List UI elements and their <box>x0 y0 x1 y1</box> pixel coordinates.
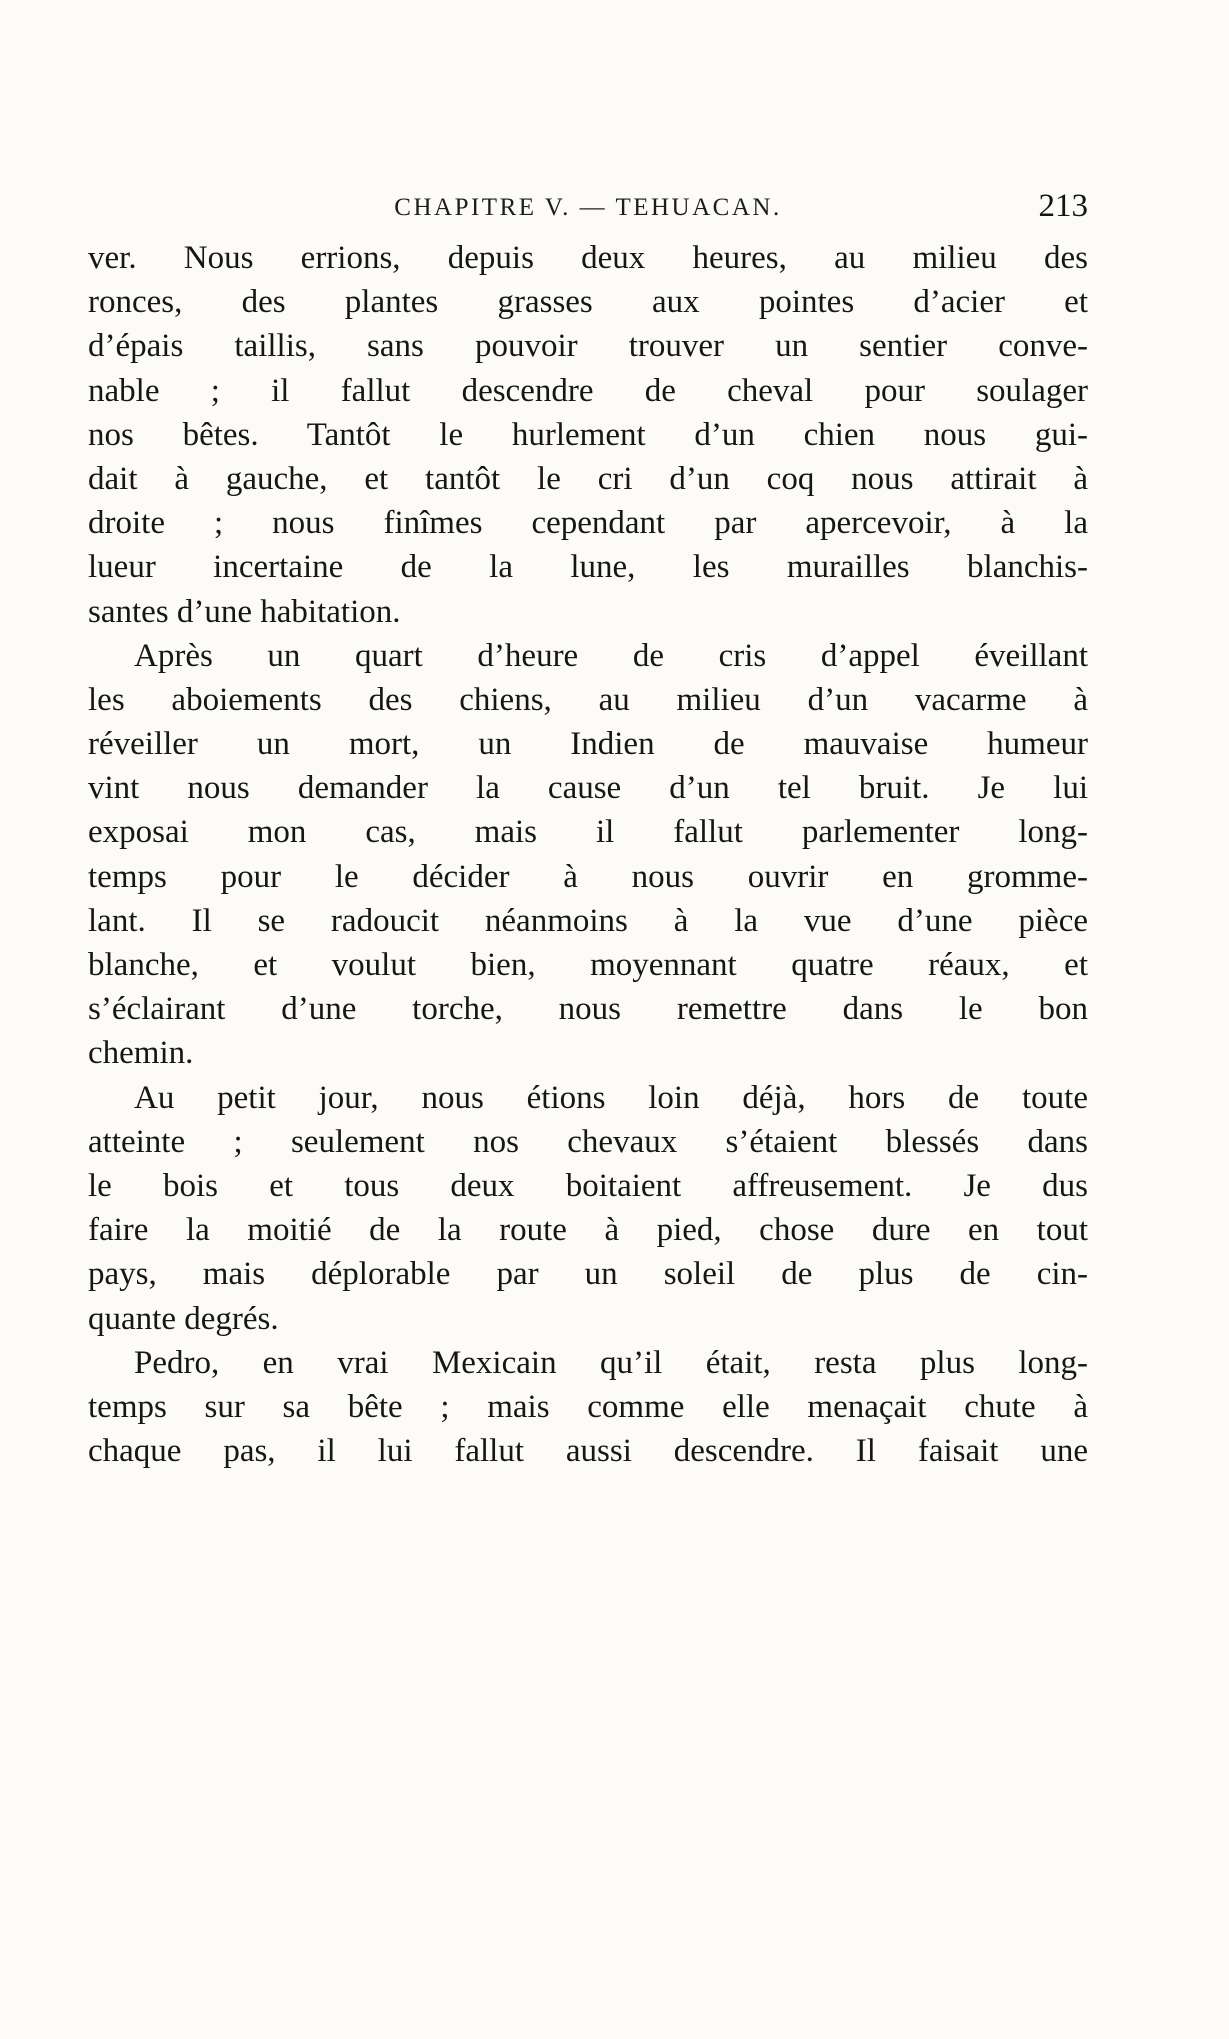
text-line: réveiller un mort, un Indien de mauvaise humeur <box>88 726 1088 763</box>
text-line: s’éclairant d’une torche, nous remettre dans le bon <box>88 991 1088 1028</box>
chapter-running-title: CHAPITRE V. — TEHUACAN. <box>394 194 782 221</box>
text-line: vint nous demander la cause d’un tel bruit. Je lui <box>88 770 1088 807</box>
text-line: Après un quart d’heure de cris d’appel éveillant <box>134 637 1088 674</box>
text-line: faire la moitié de la route à pied, chose dure en tout <box>88 1212 1088 1249</box>
page-number: 213 <box>1038 188 1088 224</box>
text-line: blanche, et voulut bien, moyennant quatre réaux, et <box>88 947 1088 983</box>
text-line: Au petit jour, nous étions loin déjà, hors de toute <box>134 1079 1088 1116</box>
text-line: nos bêtes. Tantôt le hurlement d’un chien nous gui- <box>88 416 1088 453</box>
text-line: lant. Il se radoucit néanmoins à la vue d’une pièce <box>88 902 1088 939</box>
text-line: d’épais taillis, sans pouvoir trouver un sentier conve- <box>88 328 1088 365</box>
text-line: droite ; nous finîmes cependant par apercevoir, à la <box>88 505 1088 542</box>
text-line: ver. Nous errions, depuis deux heures, au milieu des <box>88 240 1088 276</box>
text-line: les aboiements des chiens, au milieu d’un vacarme à <box>88 681 1088 718</box>
text-line: chemin. <box>88 1035 194 1072</box>
text-line: temps sur sa bête ; mais comme elle menaçait chute à <box>88 1388 1088 1425</box>
text-line: Pedro, en vrai Mexicain qu’il était, resta plus long- <box>134 1344 1088 1381</box>
page-header <box>88 188 1088 228</box>
text-line: lueur incertaine de la lune, les murailles blanchis- <box>88 549 1088 586</box>
text-block <box>88 236 1088 1473</box>
text-line: pays, mais déplorable par un soleil de plus de cin- <box>88 1256 1088 1293</box>
text-line: nable ; il fallut descendre de cheval pour soulager <box>88 372 1088 409</box>
text-line: dait à gauche, et tantôt le cri d’un coq nous attirait à <box>88 460 1088 497</box>
text-line: exposai mon cas, mais il fallut parlementer long- <box>88 814 1088 851</box>
text-line: santes d’une habitation. <box>88 593 401 630</box>
text-line: atteinte ; seulement nos chevaux s’étaient blessés dans <box>88 1123 1088 1160</box>
text-line: chaque pas, il lui fallut aussi descendre. Il faisait une <box>88 1433 1088 1470</box>
text-line: temps pour le décider à nous ouvrir en gromme- <box>88 858 1088 895</box>
text-line: quante degrés. <box>88 1300 279 1337</box>
text-line: le bois et tous deux boitaient affreusement. Je dus <box>88 1167 1088 1204</box>
text-line: ronces, des plantes grasses aux pointes d’acier et <box>88 284 1088 321</box>
